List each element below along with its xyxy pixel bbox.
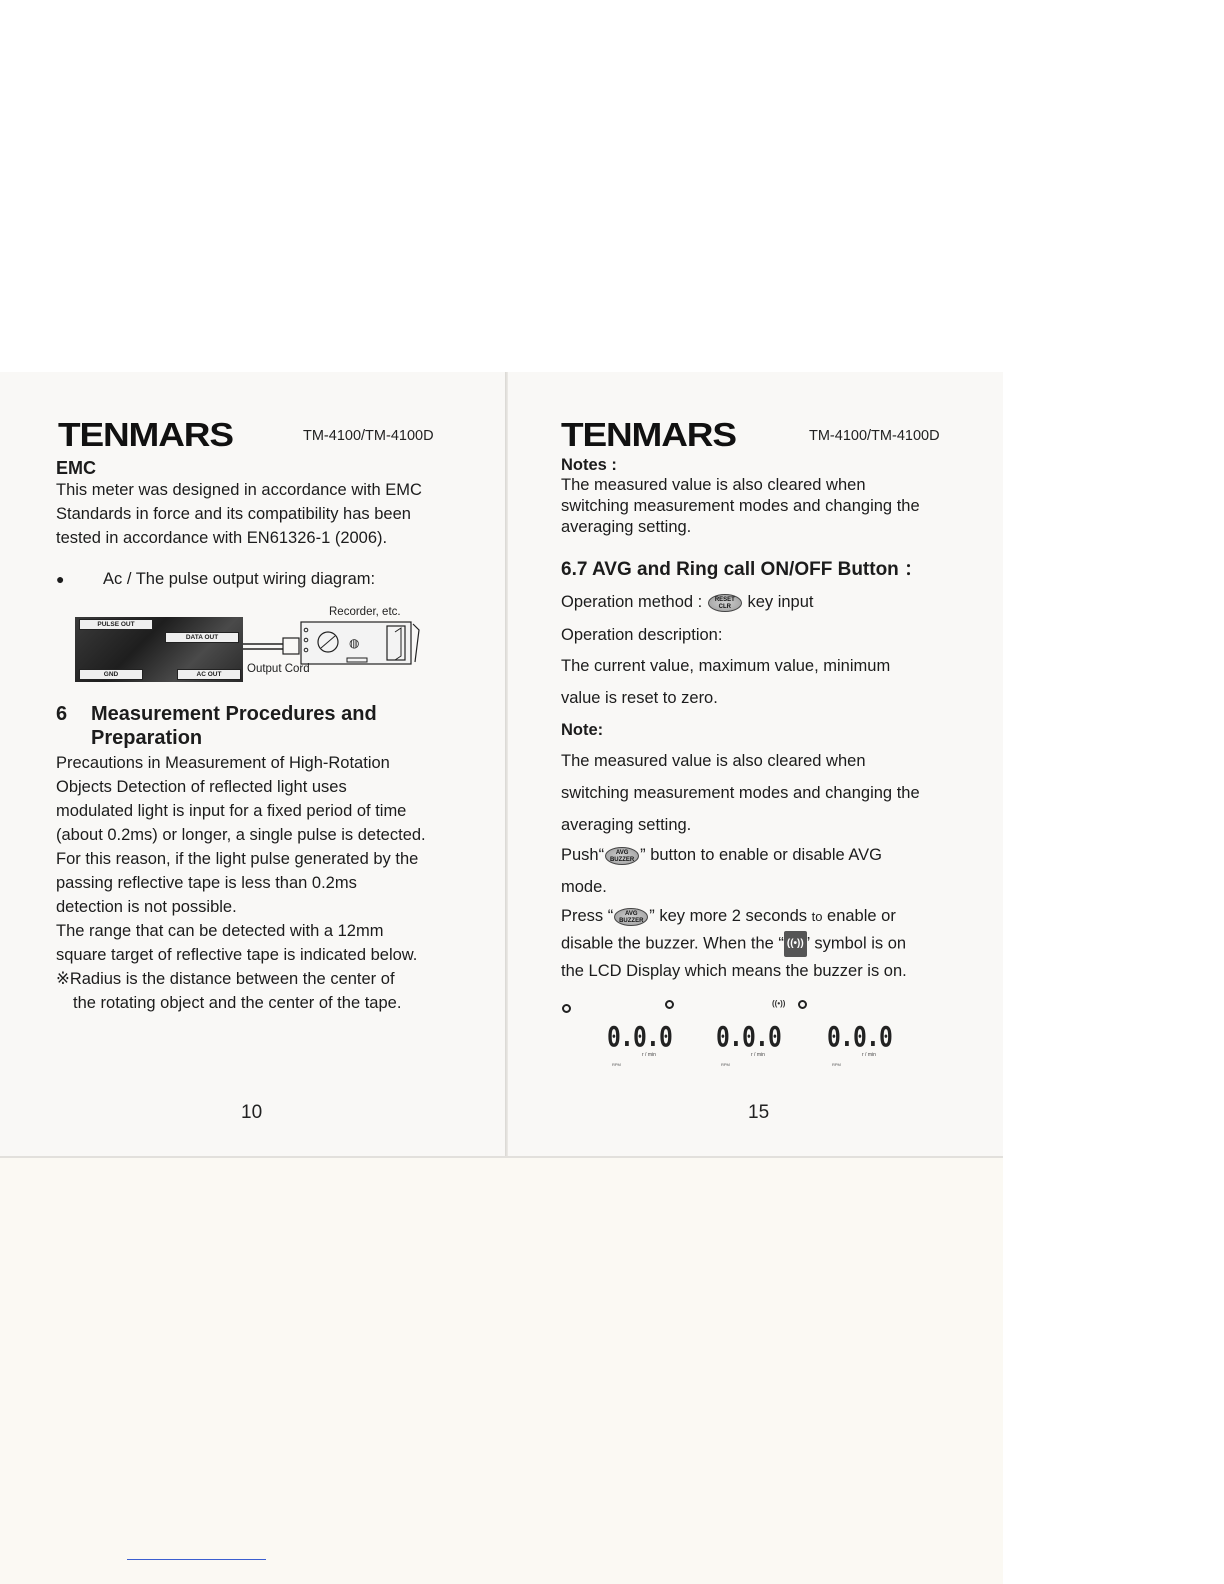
model-number: TM-4100/TM-4100D (303, 428, 434, 444)
section-title-line-1: Measurement Procedures and (91, 703, 377, 725)
model-number: TM-4100/TM-4100D (809, 428, 940, 444)
note-title: Note: (561, 721, 604, 739)
section-title-line-2: Preparation (91, 727, 203, 749)
lcd-unit: r / min (642, 1052, 656, 1058)
push-suffix: ” button to enable or disable AVG (640, 846, 882, 864)
right-page (508, 372, 1008, 1156)
wiring-diagram (75, 606, 445, 686)
lcd-digits: 0.0.0 (827, 1020, 893, 1053)
body-line-5: For this reason, if the light pulse generated by the (56, 850, 419, 868)
lcd-digits: 0.0.0 (716, 1020, 782, 1053)
note-line-2: switching measurement modes and changing the (561, 784, 920, 802)
lcd-unit: r / min (862, 1052, 876, 1058)
brand-logo: TENMARS (561, 416, 736, 453)
lcd-buzzer-icon: ((•)) (772, 999, 786, 1008)
press-small: to (811, 909, 823, 924)
body-line-10: ※Radius is the distance between the center of (56, 970, 395, 988)
ac-out-label: AC OUT (177, 669, 241, 680)
gnd-label: GND (79, 669, 143, 680)
emc-line-1: This meter was designed in accordance with EMC (56, 481, 422, 499)
press-suffix: enable or (827, 907, 896, 925)
avg-buzzer-button-icon (605, 847, 639, 865)
page-number-right: 15 (748, 1102, 770, 1123)
lcd-sub: RPM (721, 1062, 730, 1067)
buzzer-line (561, 931, 906, 957)
lcd-unit: r / min (751, 1052, 765, 1058)
avg-buzzer-button-icon-2 (614, 908, 648, 926)
body-line-8: The range that can be detected with a 12mm (56, 922, 384, 940)
avg-btn-top: AVG (615, 849, 629, 856)
reset-btn-top: RESET (714, 596, 735, 603)
reset-clr-button-icon (708, 594, 742, 612)
lcd-sub: RPM (612, 1062, 621, 1067)
lcd-digits: 0.0.0 (607, 1020, 673, 1053)
op-method-prefix: Operation method : (561, 593, 703, 611)
op-description: Operation description: (561, 626, 723, 644)
press-line (561, 904, 896, 929)
desc-line-2: value is reset to zero. (561, 689, 718, 707)
lcd-mode-icon (798, 1000, 807, 1009)
page-bottom-edge (0, 1156, 1003, 1158)
body-line-11: the rotating object and the center of the tape. (73, 994, 402, 1012)
body-line-4: (about 0.2ms) or longer, a single pulse is detected. (56, 826, 426, 844)
body-line-6: passing reflective tape is less than 0.2ms (56, 874, 357, 892)
paper-bottom-area (0, 1158, 1003, 1584)
section-title-text: 6.7 AVG and Ring call ON/OFF Button (561, 559, 899, 580)
desc-line-1: The current value, maximum value, minimum (561, 657, 891, 675)
lcd-mode-icon (665, 1000, 674, 1009)
notes-line-3: averaging setting. (561, 518, 692, 536)
section-title-colon: ： (904, 559, 924, 580)
lcd-mode-icon (562, 1004, 571, 1013)
bullet-text: Ac / The pulse output wiring diagram: (103, 570, 376, 588)
buzzer-line-3: the LCD Display which means the buzzer is on. (561, 962, 907, 980)
notes-line-2: switching measurement modes and changing the (561, 497, 920, 515)
press-mid: ” key more 2 seconds (649, 907, 807, 925)
lcd-sub: RPM (832, 1062, 841, 1067)
reset-btn-bottom: CLR (718, 603, 732, 610)
op-method-suffix: key input (747, 593, 814, 611)
pulse-out-label: PULSE OUT (79, 619, 153, 630)
note-line-3: averaging setting. (561, 816, 692, 834)
body-line-1: Precautions in Measurement of High-Rotation (56, 754, 390, 772)
push-prefix: Push“ (561, 846, 605, 864)
body-line-9: square target of reflective tape is indicated below. (56, 946, 418, 964)
note-line-1: The measured value is also cleared when (561, 752, 866, 770)
buzzer-symbol-icon: ((•)) (784, 931, 807, 957)
press-prefix: Press “ (561, 907, 614, 925)
buzzer-prefix: disable the buzzer. When the “ (561, 934, 784, 953)
data-out-label: DATA OUT (165, 632, 239, 643)
body-line-3: modulated light is input for a fixed period of time (56, 802, 407, 820)
emc-line-3: tested in accordance with EN61326-1 (2006). (56, 529, 388, 547)
lcd-display-3 (772, 999, 898, 1070)
avg-btn-bottom: BUZZER (609, 856, 635, 863)
section-title (561, 558, 923, 582)
operation-method-line (561, 590, 813, 614)
lcd-display-2 (663, 999, 786, 1070)
notes-title: Notes : (561, 456, 617, 474)
body-line-2: Objects Detection of reflected light uses (56, 778, 347, 796)
buzzer-suffix: ’ symbol is on (806, 934, 907, 953)
push-line-2: mode. (561, 878, 607, 896)
brand-logo: TENMARS (58, 416, 233, 453)
page-number-left: 10 (241, 1102, 263, 1123)
avg-btn-top-2: AVG (624, 910, 638, 917)
notes-line-1: The measured value is also cleared when (561, 476, 866, 494)
recorder-label: Recorder, etc. (329, 606, 401, 618)
avg-btn-bottom-2: BUZZER (619, 917, 644, 924)
output-cord-label: Output Cord (247, 663, 310, 675)
link-underline (127, 1559, 266, 1560)
body-line-7: detection is not possible. (56, 898, 237, 916)
emc-title: EMC (56, 458, 96, 478)
left-page (0, 372, 500, 1156)
push-line (561, 843, 882, 867)
section-number: 6 (56, 703, 68, 725)
bullet-icon: ● (56, 571, 65, 587)
svg-text:◍: ◍ (349, 636, 360, 650)
emc-line-2: Standards in force and its compatibility has been (56, 505, 411, 523)
